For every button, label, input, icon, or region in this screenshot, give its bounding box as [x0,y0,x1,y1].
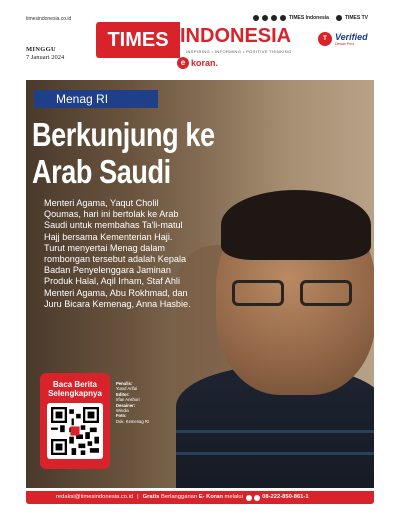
credit-writer: Yusuf Arifai [116,386,137,392]
footer-subscribe: Berlangganan [161,494,198,500]
instagram-icon[interactable] [262,15,268,21]
verified-logo-icon: T [318,32,332,46]
cover-photo [26,80,374,488]
x-icon[interactable] [271,15,277,21]
verified-sub: Dewan Pers [335,42,355,46]
headline-line-1: Berkunjung ke [32,116,215,153]
credit-editor: Irfan Anshori [116,397,140,403]
credit-designer-label: Desainer: [116,402,136,408]
brand-indonesia: INDONESIA [180,25,292,47]
article-headline [32,116,215,190]
qr-title-line-2: Selengkapnya [48,389,102,398]
glasses-lens [300,280,352,306]
credit-writer-label: Penulis: [116,381,133,386]
shirt-stripe [176,430,374,433]
read-more-qr[interactable] [40,373,110,469]
ekoran-text: koran. [191,58,219,68]
credit-editor-label: Editor: [116,391,130,397]
social-label-indonesia: TIMES Indonesia [288,15,329,21]
issue-date [26,46,64,62]
subject-glasses [232,280,362,308]
ekoran-e-icon: e [177,57,189,69]
youtube-icon[interactable] [336,15,342,21]
subject-hair [221,190,371,260]
article-body: Menteri Agama, Yaqut Cholil Qoumas, hari ini bertolak ke Arab Saudi untuk membahas Ta'li-matul Hajj bersama Kementerian Haji. Turut menyertai Menag dalam rombongan tersebut adalah Kepala Badan Penyelenggara Jaminan Produk Halal, Aqil Irham, Staf Ahli Menteri Agama, Abu Rokhmad, dan Juru Bicara Kemenag, Anna Hasbie. [44,198,191,309]
credits [116,381,150,424]
verified-text [335,32,368,48]
masthead-logo[interactable] [96,22,304,62]
headline-line-2: Arab Saudi [32,153,171,190]
footer-email[interactable]: redaksi@timesindonesia.co.id [56,494,134,500]
footer-free: Gratis [142,494,160,500]
qr-title [40,380,110,398]
social-label-tv: TIMES TV [344,15,368,21]
issue-day: MINGGU [26,46,56,53]
facebook-icon[interactable] [253,15,259,21]
qr-title-line-1: Baca Berita [52,380,98,389]
footer-ekoran: E- Koran [198,494,223,500]
footer-via: melalui [224,494,243,500]
whatsapp-icon [246,495,252,501]
verified-badge [318,32,368,48]
site-url[interactable]: timesindonesia.co.id [26,16,72,22]
credit-photo: Dok. Kemenag RI [116,418,150,424]
social-links [253,15,372,21]
glasses-lens [232,280,284,306]
telegram-icon [254,495,260,501]
credit-photo-label: Foto: [116,413,127,419]
tiktok-icon[interactable] [280,15,286,21]
shirt-stripe [176,452,374,455]
verified-word: Verified [335,32,368,42]
ekoran-logo [177,57,218,69]
credit-designer: Windia [116,408,129,414]
footer-phone[interactable]: 08-222-850-861-1 [262,494,309,500]
qr-code[interactable] [47,403,103,459]
qr-code-icon [51,407,99,455]
issue-date-text: 7 Januari 2024 [26,54,65,61]
brand-times: TIMES [96,22,180,58]
brand-tagline: INSPIRING • INFORMING • POSITIVE THINKING [186,49,292,54]
article-kicker: Menag RI [34,90,158,108]
footer-bar [26,491,374,504]
footer-separator: | [137,494,139,500]
